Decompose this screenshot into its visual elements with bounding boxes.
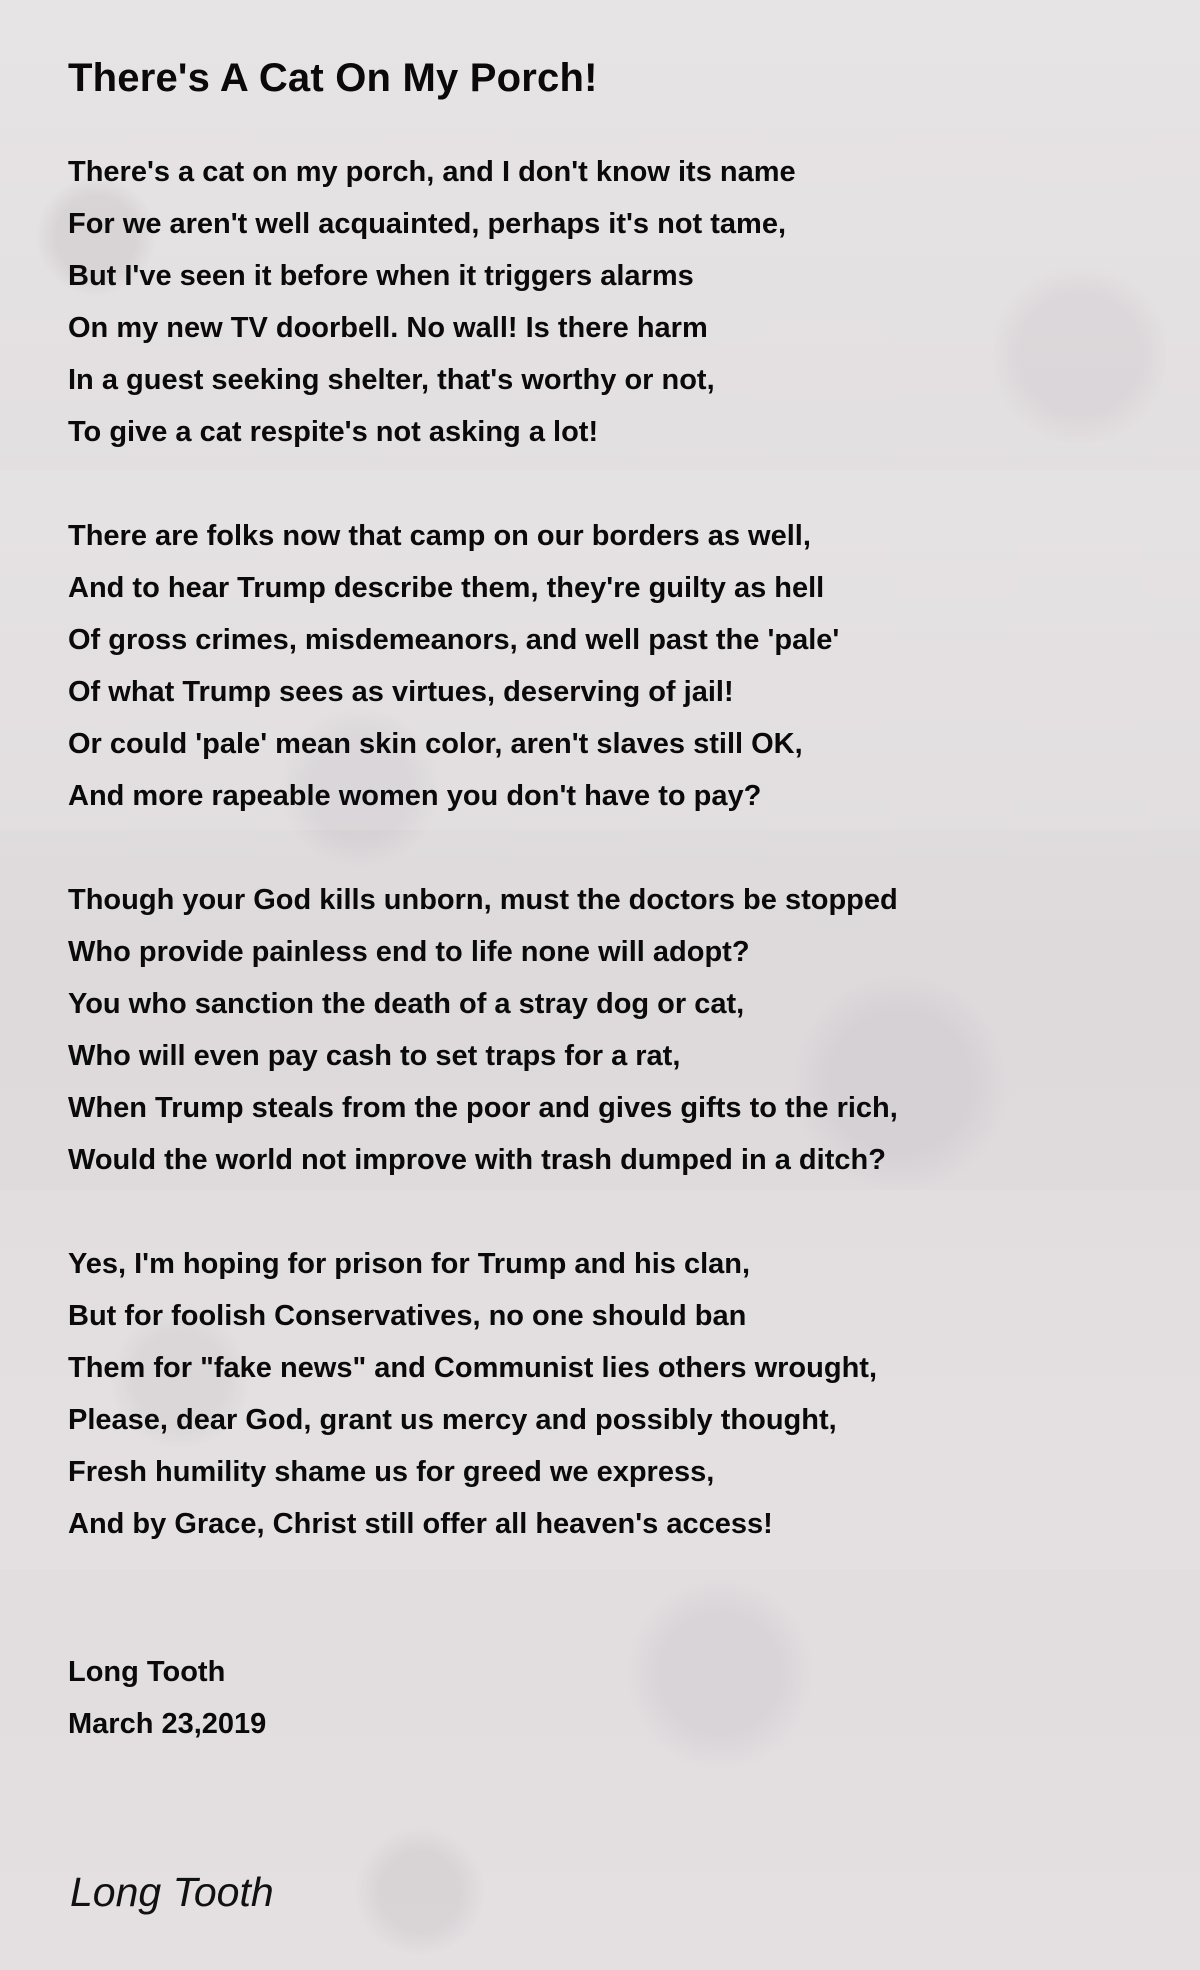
poem-line: You who sanction the death of a stray dog or cat,	[68, 988, 745, 1020]
poem-stanza-4	[68, 1238, 1148, 1550]
poem-line: To give a cat respite's not asking a lot!	[68, 416, 599, 448]
poem-line: When Trump steals from the poor and gives gifts to the rich,	[68, 1092, 898, 1124]
poem-line: And more rapeable women you don't have to pay?	[68, 780, 762, 812]
poem-line: Of gross crimes, misdemeanors, and well past the 'pale'	[68, 624, 840, 656]
poem-line: For we aren't well acquainted, perhaps it's not tame,	[68, 208, 787, 240]
poem-line: There are folks now that camp on our borders as well,	[68, 520, 811, 552]
poem-line: Though your God kills unborn, must the doctors be stopped	[68, 884, 898, 916]
poem-line: Would the world not improve with trash dumped in a ditch?	[68, 1144, 886, 1176]
poem-line: In a guest seeking shelter, that's worthy or not,	[68, 364, 715, 396]
poem-line: And to hear Trump describe them, they're guilty as hell	[68, 572, 825, 604]
poem-stanza-1	[68, 146, 1148, 458]
poem-line: Fresh humility shame us for greed we express,	[68, 1456, 715, 1488]
poem-line: Of what Trump sees as virtues, deserving of jail!	[68, 676, 734, 708]
poem-line: Yes, I'm hoping for prison for Trump and his clan,	[68, 1248, 751, 1280]
signature-name: Long Tooth	[68, 1656, 226, 1688]
poem-line: On my new TV doorbell. No wall! Is there harm	[68, 312, 708, 344]
poem-body	[68, 146, 1148, 1550]
poem-stanza-2	[68, 510, 1148, 822]
poem-line: But I've seen it before when it triggers alarms	[68, 260, 694, 292]
poem-container	[68, 52, 1148, 1750]
poem-line: Or could 'pale' mean skin color, aren't slaves still OK,	[68, 728, 803, 760]
author-footer: Long Tooth	[70, 1869, 274, 1915]
signature-date: March 23,2019	[68, 1708, 267, 1740]
poem-line: Who provide painless end to life none will adopt?	[68, 936, 750, 968]
poem-line: Please, dear God, grant us mercy and possibly thought,	[68, 1404, 837, 1436]
poem-line: There's a cat on my porch, and I don't know its name	[68, 156, 796, 188]
poem-line: And by Grace, Christ still offer all heaven's access!	[68, 1508, 773, 1540]
poem-line: Them for "fake news" and Communist lies others wrought,	[68, 1352, 877, 1384]
poem-line: But for foolish Conservatives, no one should ban	[68, 1300, 747, 1332]
poem-line: Who will even pay cash to set traps for a rat,	[68, 1040, 681, 1072]
poem-title: There's A Cat On My Porch!	[68, 56, 598, 100]
poem-signature	[68, 1646, 1148, 1750]
poem-stanza-3	[68, 874, 1148, 1186]
